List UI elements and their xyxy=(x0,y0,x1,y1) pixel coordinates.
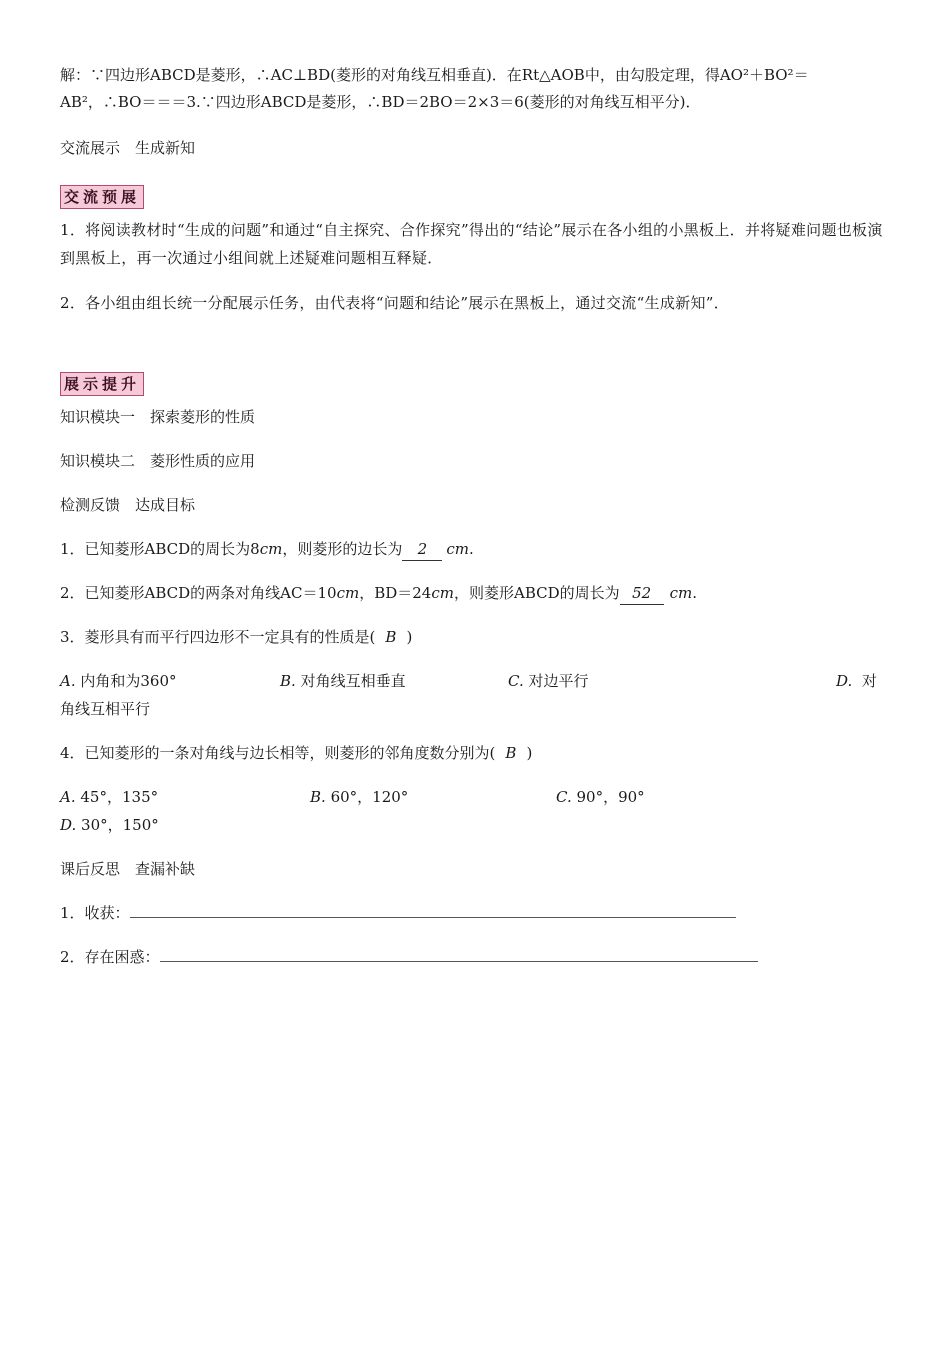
q3-option-d-continuation: 角线互相平行 xyxy=(60,700,151,718)
reflect-confusion-blank[interactable] xyxy=(160,947,758,962)
q3-text: 3．菱形具有而平行四边形不一定具有的性质是( xyxy=(60,628,376,646)
module-2: 知识模块二 菱形性质的应用 xyxy=(60,452,256,470)
question-4 xyxy=(60,742,890,764)
q2-pre: 2．已知菱形ABCD的两条对角线AC＝10 xyxy=(60,584,337,602)
q4-option-a-letter: A. xyxy=(60,788,76,806)
q4-option-a xyxy=(60,786,158,808)
preview-item-2: 2．各小组由组长统一分配展示任务，由代表将“问题和结论”展示在黑板上，通过交流“生成新知”． xyxy=(60,294,730,312)
q3-option-d-text-1: 对 xyxy=(861,672,877,690)
q1-unit-1: cm xyxy=(259,540,283,558)
badge-preview: 交流预展 xyxy=(60,185,144,209)
q3-option-c-letter: C. xyxy=(508,672,524,690)
q2-unit-3: cm xyxy=(669,584,693,602)
q3-option-b-letter: B. xyxy=(280,672,296,690)
q3-option-a-letter: A. xyxy=(60,672,76,690)
q2-mid-1: ，BD＝24 xyxy=(359,584,432,602)
reflect-gain xyxy=(60,902,890,924)
q3-close: ) xyxy=(406,628,413,646)
q3-option-d xyxy=(836,670,877,692)
q1-unit-2: cm xyxy=(446,540,469,558)
solution-line-2: AB²，∴BO＝＝＝3.∵四边形ABCD是菱形，∴BD＝2BO＝2×3＝6(菱形的对角线互相平分)． xyxy=(60,93,701,111)
reflect-confusion xyxy=(60,946,890,968)
section-exchange-heading: 交流展示 生成新知 xyxy=(60,139,196,157)
q4-close: ) xyxy=(526,744,533,762)
q4-option-c xyxy=(556,786,645,808)
q1-answer-blank: 2 xyxy=(402,538,442,561)
question-3 xyxy=(60,626,890,648)
q4-text: 4．已知菱形的一条对角线与边长相等，则菱形的邻角度数分别为( xyxy=(60,744,496,762)
q4-option-b-letter: B. xyxy=(310,788,326,806)
q4-option-d-letter: D. xyxy=(60,816,77,834)
reflect-confusion-label: 2．存在困惑： xyxy=(60,948,160,966)
q3-option-c xyxy=(508,670,589,692)
q4-answer: B xyxy=(505,744,517,762)
q2-unit-2: cm xyxy=(431,584,454,602)
reflect-gain-blank[interactable] xyxy=(130,903,736,918)
q1-mid: ，则菱形的边长为 xyxy=(282,540,403,558)
q4-option-b-text: 60°，120° xyxy=(330,788,409,806)
section-reflect-heading: 课后反思 查漏补缺 xyxy=(60,860,196,878)
q3-option-c-text: 对边平行 xyxy=(528,672,589,690)
q3-answer: B xyxy=(385,628,397,646)
q2-end: . xyxy=(692,584,698,602)
section-check-heading: 检测反馈 达成目标 xyxy=(60,496,196,514)
badge-show: 展示提升 xyxy=(60,372,144,396)
q3-option-d-letter: D. xyxy=(836,672,853,690)
q4-option-d-text: 30°，150° xyxy=(81,816,159,834)
preview-item-1: 1．将阅读教材时“生成的问题”和通过“自主探究、合作探究”得出的“结论”展示在各小组的小黑板上．并将疑难问题也板演到黑板上，再一次通过小组间就上述疑难问题相互释疑． xyxy=(60,221,883,267)
q4-option-a-text: 45°，135° xyxy=(80,788,159,806)
reflect-gain-label: 1．收获： xyxy=(60,904,130,922)
q3-option-a xyxy=(60,670,177,692)
q3-option-a-text: 内角和为360° xyxy=(80,672,177,690)
q2-unit-1: cm xyxy=(336,584,360,602)
module-1: 知识模块一 探索菱形的性质 xyxy=(60,408,256,426)
q3-option-b-text: 对角线互相垂直 xyxy=(300,672,406,690)
q1-end: . xyxy=(469,540,474,558)
solution-line-1: 解：∵四边形ABCD是菱形，∴AC⊥BD(菱形的对角线互相垂直)．在Rt△AOB中，由勾股定理，得AO²＋BO²＝ xyxy=(60,66,809,84)
question-2 xyxy=(60,582,890,605)
q2-answer-blank: 52 xyxy=(620,582,664,605)
q4-option-b xyxy=(310,786,408,808)
question-1 xyxy=(60,538,890,561)
q4-option-c-letter: C. xyxy=(556,788,572,806)
q2-mid-2: ，则菱形ABCD的周长为 xyxy=(453,584,620,602)
q3-option-b xyxy=(280,670,406,692)
q4-option-c-text: 90°，90° xyxy=(576,788,645,806)
q4-option-d xyxy=(60,814,159,836)
q1-pre: 1．已知菱形ABCD的周长为8 xyxy=(60,540,260,558)
